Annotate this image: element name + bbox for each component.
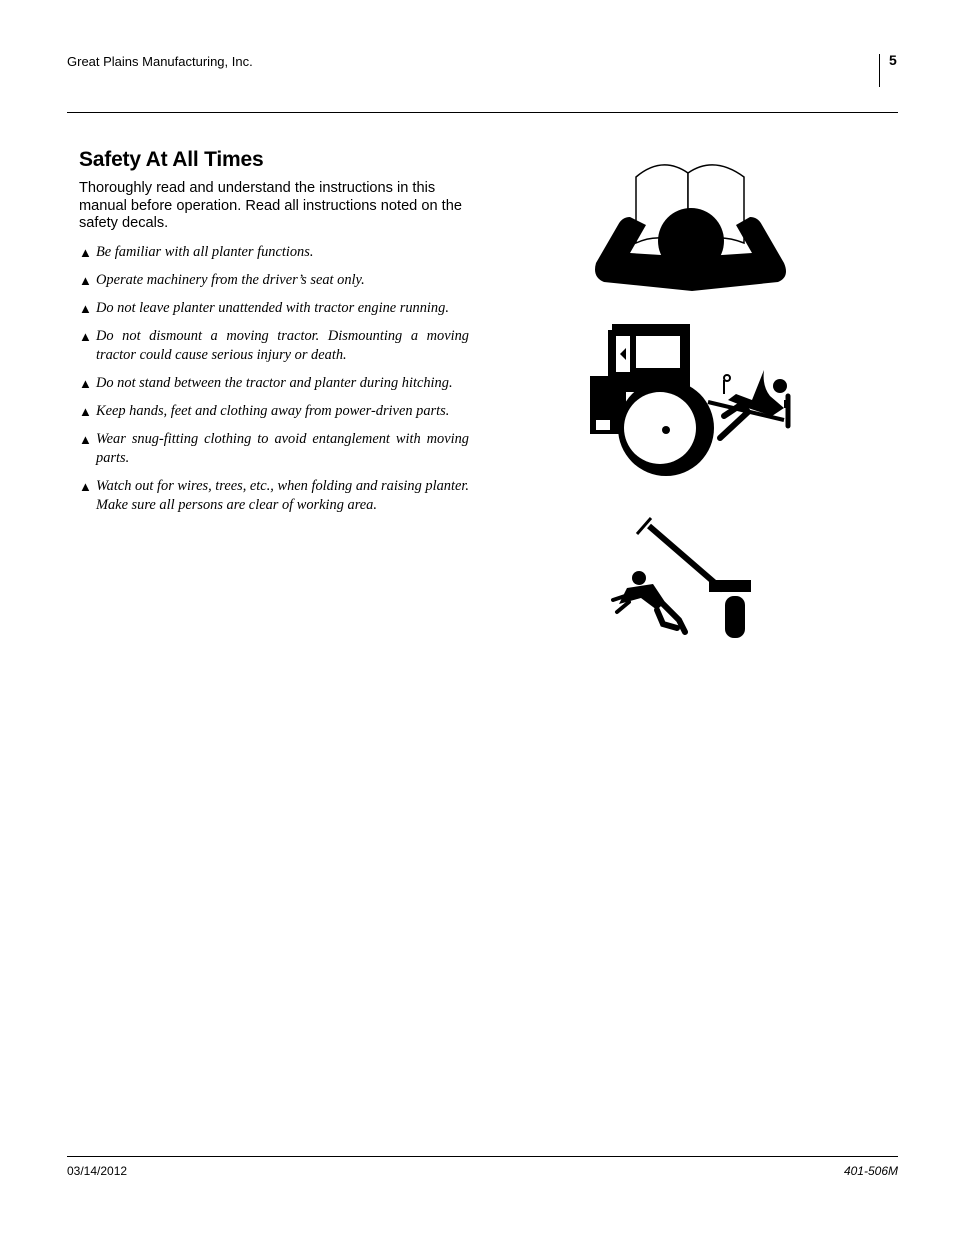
warning-triangle-icon: ▲	[79, 403, 92, 419]
overhead-wire-folding-icon	[605, 512, 755, 642]
footer-date: 03/14/2012	[67, 1164, 128, 1178]
header-company: Great Plains Manufacturing, Inc.	[67, 54, 253, 69]
page-number: 5	[889, 52, 897, 68]
warning-triangle-icon: ▲	[79, 244, 92, 260]
warning-triangle-icon: ▲	[79, 272, 92, 288]
warning-triangle-icon: ▲	[79, 431, 92, 447]
list-item: ▲ Do not dismount a moving tractor. Dismounting a moving tractor could cause serious injury or death.	[79, 327, 469, 363]
safety-section	[79, 148, 469, 524]
header-rule	[67, 112, 898, 113]
warning-triangle-icon: ▲	[79, 375, 92, 391]
footer-rule	[67, 1156, 898, 1157]
list-item: ▲ Do not stand between the tractor and planter during hitching.	[79, 374, 453, 391]
list-item: ▲ Do not leave planter unattended with tractor engine running.	[79, 299, 449, 316]
section-title: Safety At All Times	[79, 148, 264, 171]
list-item: ▲ Operate machinery from the driver’s seat only.	[79, 271, 365, 288]
list-item: ▲ Be familiar with all planter functions.	[79, 243, 314, 260]
warning-triangle-icon: ▲	[79, 328, 92, 344]
reading-manual-icon	[592, 155, 788, 295]
safety-list	[79, 243, 469, 515]
warning-triangle-icon: ▲	[79, 478, 92, 494]
header-divider	[879, 54, 880, 87]
section-intro: Thoroughly read and understand the instructions in this manual before operation. Read all instructions noted on the safety decals.	[79, 180, 462, 231]
list-item: ▲ Wear snug-fitting clothing to avoid entanglement with moving parts.	[79, 430, 469, 466]
list-item: ▲ Keep hands, feet and clothing away from power-driven parts.	[79, 402, 450, 419]
list-item: ▲ Watch out for wires, trees, etc., when folding and raising planter. Make sure all persons are clear of working area.	[79, 477, 469, 513]
footer-doc-number: 401-506M	[843, 1164, 898, 1178]
warning-triangle-icon: ▲	[79, 300, 92, 316]
tractor-runover-icon	[588, 320, 818, 480]
